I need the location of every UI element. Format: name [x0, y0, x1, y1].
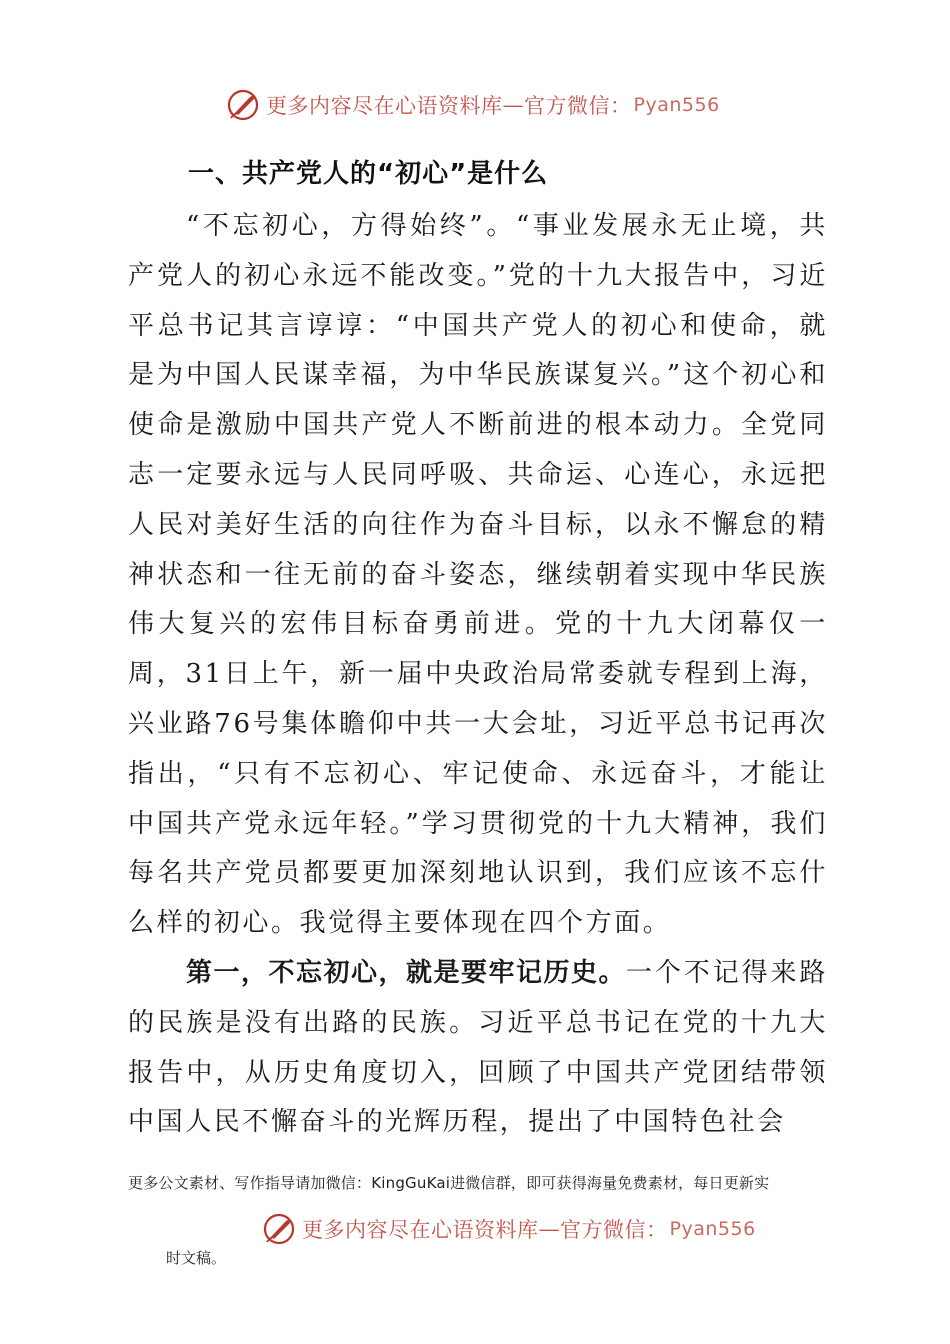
- footer-note-prefix: 更多公文素材、写作指导请加微信：: [128, 1174, 372, 1192]
- watermark-wechat-id: Pyan556: [633, 94, 720, 116]
- paragraph-2-rest: 一个不记得来路的民族是没有出路的民族。习近平总书记在党的十九大报告中，从历史角度切入，回顾了中国共产党团结带领中国人民不懈奋斗的光辉历程，提出了中国特色社会: [128, 957, 828, 1138]
- paragraph-1: “不忘初心，方得始终”。“事业发展永无止境，共产党人的初心永远不能改变。”党的十九大报告中，习近平总书记其言谆谆：“中国共产党人的初心和使命，就是为中国人民谋幸福，为中华民族谋复兴。”这个初心和使命是激励中国共产党人不断前进的根本动力。全党同志一定要永远与人民同呼吸、共命运、心连心，永远把人民对美好生活的向往作为奋斗目标，以永不懈怠的精神状态和一往无前的奋斗姿态，继续朝着实现中华民族伟大复兴的宏伟目标奋勇前进。党的十九大闭幕仅一周，31日上午，新一届中央政治局常委就专程到上海，兴业路76号集体瞻仰中共一大会址，习近平总书记再次指出，“只有不忘初心、牢记使命、永远奋斗，才能让中国共产党永远年轻。”学习贯彻党的十九大精神，我们每名共产党员都要更加深刻地认识到，我们应该不忘什么样的初心。我觉得主要体现在四个方面。: [128, 211, 828, 939]
- quill-pen-logo-icon: [226, 88, 260, 122]
- paragraph-2: [128, 949, 828, 1148]
- quill-pen-logo-icon: [262, 1212, 296, 1246]
- watermark-wechat-id: Pyan556: [669, 1218, 756, 1240]
- watermark-official: 官方微信：: [560, 1218, 668, 1242]
- footer-note-suffix: 进微信群，即可获得海量免费素材，每日更新实: [450, 1174, 770, 1192]
- paragraph-2-lead: 第一，不忘初心，就是要牢记历史。: [186, 957, 626, 988]
- watermark-brand: 更多内容尽在心语资料库: [266, 94, 503, 118]
- footer-note: [128, 1172, 828, 1193]
- watermark-dash: —: [502, 93, 524, 117]
- watermark-official: 官方微信：: [524, 94, 632, 118]
- watermark-dash: —: [538, 1217, 560, 1241]
- watermark-top: [226, 88, 720, 122]
- document-body: [128, 202, 828, 1148]
- section-heading: 一、共产党人的“初心”是什么: [188, 159, 549, 189]
- footer-note-wechat: KingGuKai: [371, 1174, 451, 1192]
- footer-note-tail: 时文稿。: [166, 1249, 227, 1267]
- watermark-bottom: [262, 1212, 756, 1246]
- watermark-brand: 更多内容尽在心语资料库: [302, 1218, 539, 1242]
